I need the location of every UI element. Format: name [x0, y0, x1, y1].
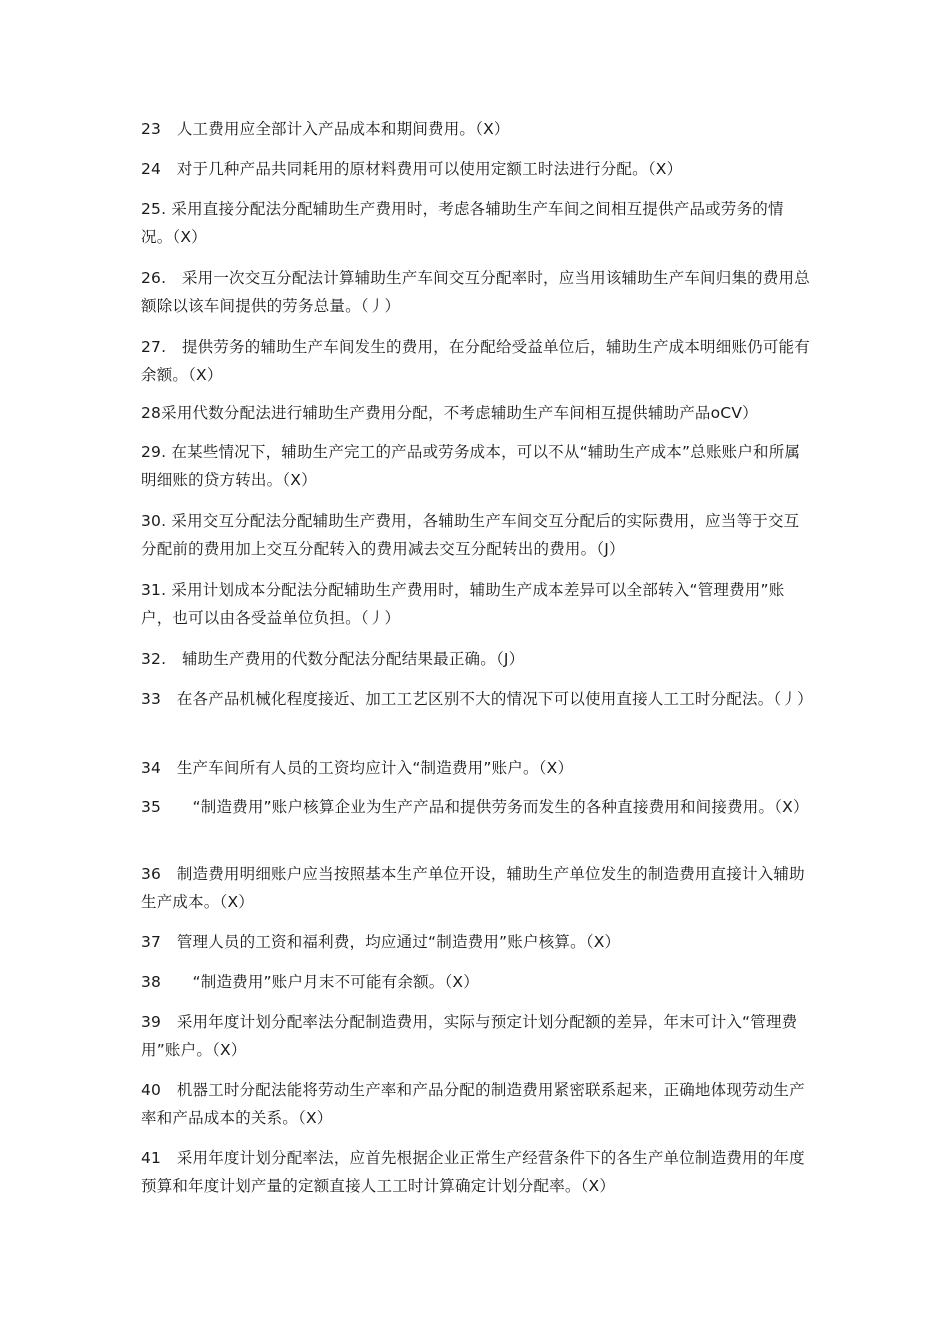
- question-30: 30. 采用交互分配法分配辅助生产费用，各辅助生产车间交互分配后的实际费用，应当等于交互分配前的费用加上交互分配转入的费用减去交互分配转出的费用。（J）: [141, 512, 800, 558]
- question-29: 29. 在某些情况下，辅助生产完工的产品或劳务成本，可以不从“辅助生产成本”总账账户和所属明细账的贷方转出。（X）: [141, 443, 801, 489]
- question-36: 36 制造费用明细账户应当按照基本生产单位开设，辅助生产单位发生的制造费用直接计入辅助生产成本。（X）: [141, 865, 805, 911]
- question-34: 34 生产车间所有人员的工资均应计入“制造费用”账户。（X）: [141, 759, 574, 777]
- question-28: 28采用代数分配法进行辅助生产费用分配，不考虑辅助生产车间相互提供辅助产品oCV）: [141, 404, 758, 422]
- question-32: 32. 辅助生产费用的代数分配法分配结果最正确。（J）: [141, 650, 525, 668]
- question-24: 24 对于几种产品共同耗用的原材料费用可以使用定额工时法进行分配。（X）: [141, 160, 683, 178]
- question-31: 31. 采用计划成本分配法分配辅助生产费用时，辅助生产成本差异可以全部转入“管理费用”账户，也可以由各受益单位负担。（丿）: [141, 581, 785, 627]
- question-25: 25. 采用直接分配法分配辅助生产费用时，考虑各辅助生产车间之间相互提供产品或劳务的情况。（X）: [141, 200, 784, 246]
- question-27: 27. 提供劳务的辅助生产车间发生的费用，在分配给受益单位后，辅助生产成本明细账仍可能有余额。（X）: [141, 338, 810, 384]
- question-38: 38 “制造费用”账户月末不可能有余额。（X）: [141, 973, 479, 991]
- question-33: 33 在各产品机械化程度接近、加工工艺区别不大的情况下可以使用直接人工工时分配法。（丿）: [141, 690, 813, 708]
- question-39: 39 采用年度计划分配率法分配制造费用，实际与预定计划分配额的差异，年末可计入“管理费用”账户。（X）: [141, 1013, 798, 1059]
- question-41: 41 采用年度计划分配率法，应首先根据企业正常生产经营条件下的各生产单位制造费用的年度预算和年度计划产量的定额直接人工工时计算确定计划分配率。（X）: [141, 1149, 805, 1195]
- question-37: 37 管理人员的工资和福利费，均应通过“制造费用”账户核算。（X）: [141, 933, 621, 951]
- question-40: 40 机器工时分配法能将劳动生产率和产品分配的制造费用紧密联系起来，正确地体现劳动生产率和产品成本的关系。（X）: [141, 1081, 805, 1127]
- question-35: 35 “制造费用”账户核算企业为生产产品和提供劳务而发生的各种直接费用和间接费用。（X）: [141, 798, 809, 816]
- question-23: 23 人工费用应全部计入产品成本和期间费用。（X）: [141, 120, 510, 138]
- question-26: 26. 采用一次交互分配法计算辅助生产车间交互分配率时，应当用该辅助生产车间归集的费用总额除以该车间提供的劳务总量。（丿）: [141, 269, 810, 315]
